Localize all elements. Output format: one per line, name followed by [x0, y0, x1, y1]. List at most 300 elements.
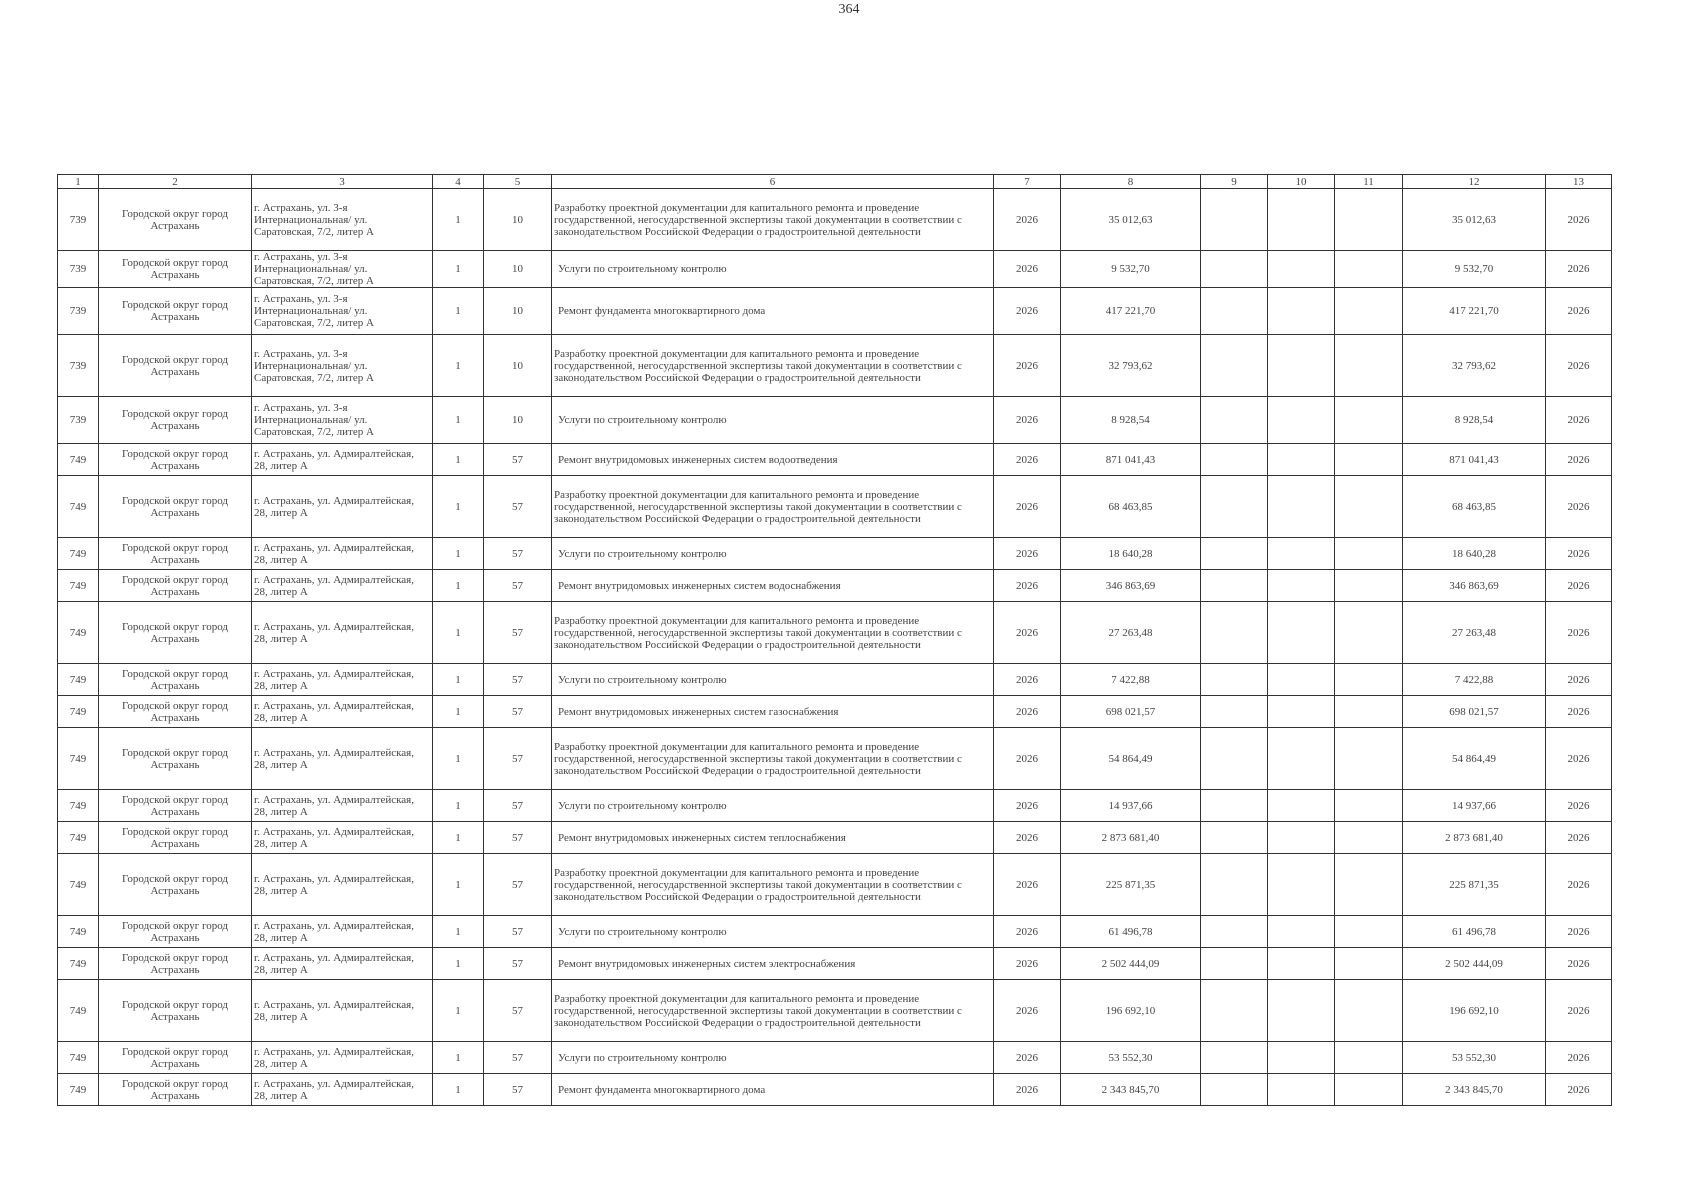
column-header: 11: [1335, 175, 1403, 189]
year-cell: 2026: [994, 444, 1061, 476]
column-5-cell: 10: [484, 397, 552, 444]
column-9-cell: [1201, 335, 1268, 397]
address-cell: г. Астрахань, ул. Адмиралтейская, 28, литер А: [252, 1074, 433, 1106]
object-number-cell: 739: [58, 288, 99, 335]
address-cell: г. Астрахань, ул. Адмиралтейская, 28, литер А: [252, 602, 433, 664]
work-type-cell: Ремонт внутридомовых инженерных систем водоснабжения: [552, 570, 994, 602]
column-header: 3: [252, 175, 433, 189]
column-4-cell: 1: [433, 664, 484, 696]
column-9-cell: [1201, 664, 1268, 696]
page-number: 364: [838, 2, 860, 17]
repair-register-table: [57, 174, 1612, 1106]
object-number-cell: 749: [58, 822, 99, 854]
column-9-cell: [1201, 728, 1268, 790]
table-row: [58, 854, 1612, 916]
column-9-cell: [1201, 1074, 1268, 1106]
year-cell: 2026: [994, 1074, 1061, 1106]
object-number-cell: 749: [58, 790, 99, 822]
column-header: 8: [1061, 175, 1201, 189]
column-9-cell: [1201, 251, 1268, 288]
column-11-cell: [1335, 602, 1403, 664]
column-5-cell: 57: [484, 980, 552, 1042]
column-4-cell: 1: [433, 288, 484, 335]
work-type-cell: Ремонт фундамента многоквартирного дома: [552, 1074, 994, 1106]
column-5-cell: 10: [484, 189, 552, 251]
table-row: [58, 980, 1612, 1042]
year-cell: 2026: [994, 288, 1061, 335]
work-type-cell: Разработку проектной документации для капитального ремонта и проведение государственной, негосударственной экспертизы такой документации в соответствии с законодательством Российской Федерации о градостроительной деятельности: [552, 980, 994, 1042]
column-11-cell: [1335, 948, 1403, 980]
cost-cell: 2 502 444,09: [1061, 948, 1201, 980]
work-type-cell: Услуги по строительному контролю: [552, 916, 994, 948]
column-number-header-row: [58, 175, 1612, 189]
column-10-cell: [1268, 538, 1335, 570]
column-5-cell: 57: [484, 476, 552, 538]
column-4-cell: 1: [433, 1074, 484, 1106]
column-header: 12: [1403, 175, 1546, 189]
municipality-cell: Городской округ город Астрахань: [99, 980, 252, 1042]
completion-year-cell: 2026: [1546, 822, 1612, 854]
column-9-cell: [1201, 980, 1268, 1042]
municipality-cell: Городской округ город Астрахань: [99, 728, 252, 790]
completion-year-cell: 2026: [1546, 602, 1612, 664]
year-cell: 2026: [994, 538, 1061, 570]
completion-year-cell: 2026: [1546, 189, 1612, 251]
column-11-cell: [1335, 189, 1403, 251]
object-number-cell: 739: [58, 251, 99, 288]
address-cell: г. Астрахань, ул. Адмиралтейская, 28, литер А: [252, 980, 433, 1042]
table-body: [58, 189, 1612, 1106]
column-5-cell: 57: [484, 538, 552, 570]
total-cost-cell: 2 502 444,09: [1403, 948, 1546, 980]
work-type-cell: Разработку проектной документации для капитального ремонта и проведение государственной, негосударственной экспертизы такой документации в соответствии с законодательством Российской Федерации о градостроительной деятельности: [552, 854, 994, 916]
municipality-cell: Городской округ город Астрахань: [99, 570, 252, 602]
column-9-cell: [1201, 822, 1268, 854]
column-header: 10: [1268, 175, 1335, 189]
total-cost-cell: 417 221,70: [1403, 288, 1546, 335]
cost-cell: 18 640,28: [1061, 538, 1201, 570]
total-cost-cell: 53 552,30: [1403, 1042, 1546, 1074]
work-type-cell: Разработку проектной документации для капитального ремонта и проведение государственной, негосударственной экспертизы такой документации в соответствии с законодательством Российской Федерации о градостроительной деятельности: [552, 335, 994, 397]
object-number-cell: 739: [58, 189, 99, 251]
work-type-cell: Разработку проектной документации для капитального ремонта и проведение государственной, негосударственной экспертизы такой документации в соответствии с законодательством Российской Федерации о градостроительной деятельности: [552, 476, 994, 538]
year-cell: 2026: [994, 570, 1061, 602]
total-cost-cell: 18 640,28: [1403, 538, 1546, 570]
column-11-cell: [1335, 335, 1403, 397]
column-5-cell: 57: [484, 696, 552, 728]
column-9-cell: [1201, 948, 1268, 980]
year-cell: 2026: [994, 980, 1061, 1042]
total-cost-cell: 871 041,43: [1403, 444, 1546, 476]
table-row: [58, 288, 1612, 335]
object-number-cell: 749: [58, 728, 99, 790]
column-9-cell: [1201, 397, 1268, 444]
year-cell: 2026: [994, 854, 1061, 916]
object-number-cell: 749: [58, 854, 99, 916]
cost-cell: 417 221,70: [1061, 288, 1201, 335]
column-5-cell: 57: [484, 664, 552, 696]
table-row: [58, 696, 1612, 728]
completion-year-cell: 2026: [1546, 948, 1612, 980]
table-row: [58, 444, 1612, 476]
table-row: [58, 335, 1612, 397]
table-row: [58, 728, 1612, 790]
column-11-cell: [1335, 397, 1403, 444]
cost-cell: 9 532,70: [1061, 251, 1201, 288]
column-5-cell: 57: [484, 728, 552, 790]
column-11-cell: [1335, 570, 1403, 602]
year-cell: 2026: [994, 189, 1061, 251]
municipality-cell: Городской округ город Астрахань: [99, 948, 252, 980]
table-row: [58, 538, 1612, 570]
column-header: 6: [552, 175, 994, 189]
address-cell: г. Астрахань, ул. Адмиралтейская, 28, литер А: [252, 444, 433, 476]
address-cell: г. Астрахань, ул. 3-я Интернациональная/ ул. Саратовская, 7/2, литер А: [252, 251, 433, 288]
column-10-cell: [1268, 696, 1335, 728]
column-9-cell: [1201, 288, 1268, 335]
column-10-cell: [1268, 476, 1335, 538]
column-10-cell: [1268, 189, 1335, 251]
column-9-cell: [1201, 696, 1268, 728]
column-10-cell: [1268, 1042, 1335, 1074]
municipality-cell: Городской округ город Астрахань: [99, 916, 252, 948]
year-cell: 2026: [994, 335, 1061, 397]
municipality-cell: Городской округ город Астрахань: [99, 538, 252, 570]
completion-year-cell: 2026: [1546, 476, 1612, 538]
work-type-cell: Услуги по строительному контролю: [552, 1042, 994, 1074]
total-cost-cell: 61 496,78: [1403, 916, 1546, 948]
column-9-cell: [1201, 790, 1268, 822]
completion-year-cell: 2026: [1546, 444, 1612, 476]
object-number-cell: 749: [58, 1074, 99, 1106]
column-9-cell: [1201, 854, 1268, 916]
column-10-cell: [1268, 1074, 1335, 1106]
completion-year-cell: 2026: [1546, 916, 1612, 948]
address-cell: г. Астрахань, ул. Адмиралтейская, 28, литер А: [252, 854, 433, 916]
table-row: [58, 1074, 1612, 1106]
column-5-cell: 57: [484, 790, 552, 822]
cost-cell: 68 463,85: [1061, 476, 1201, 538]
column-10-cell: [1268, 335, 1335, 397]
column-5-cell: 57: [484, 854, 552, 916]
completion-year-cell: 2026: [1546, 538, 1612, 570]
address-cell: г. Астрахань, ул. Адмиралтейская, 28, литер А: [252, 790, 433, 822]
municipality-cell: Городской округ город Астрахань: [99, 790, 252, 822]
municipality-cell: Городской округ город Астрахань: [99, 664, 252, 696]
column-5-cell: 57: [484, 1042, 552, 1074]
column-header: 4: [433, 175, 484, 189]
column-4-cell: 1: [433, 397, 484, 444]
total-cost-cell: 225 871,35: [1403, 854, 1546, 916]
table-row: [58, 948, 1612, 980]
column-4-cell: 1: [433, 189, 484, 251]
column-10-cell: [1268, 948, 1335, 980]
address-cell: г. Астрахань, ул. Адмиралтейская, 28, литер А: [252, 948, 433, 980]
completion-year-cell: 2026: [1546, 288, 1612, 335]
column-4-cell: 1: [433, 916, 484, 948]
work-type-cell: Разработку проектной документации для капитального ремонта и проведение государственной, негосударственной экспертизы такой документации в соответствии с законодательством Российской Федерации о градостроительной деятельности: [552, 189, 994, 251]
table-row: [58, 916, 1612, 948]
year-cell: 2026: [994, 822, 1061, 854]
column-9-cell: [1201, 476, 1268, 538]
object-number-cell: 749: [58, 444, 99, 476]
column-11-cell: [1335, 444, 1403, 476]
column-5-cell: 57: [484, 822, 552, 854]
column-5-cell: 57: [484, 570, 552, 602]
total-cost-cell: 7 422,88: [1403, 664, 1546, 696]
address-cell: г. Астрахань, ул. Адмиралтейская, 28, литер А: [252, 728, 433, 790]
object-number-cell: 749: [58, 1042, 99, 1074]
column-9-cell: [1201, 570, 1268, 602]
column-4-cell: 1: [433, 790, 484, 822]
address-cell: г. Астрахань, ул. Адмиралтейская, 28, литер А: [252, 570, 433, 602]
cost-cell: 7 422,88: [1061, 664, 1201, 696]
cost-cell: 35 012,63: [1061, 189, 1201, 251]
column-11-cell: [1335, 916, 1403, 948]
cost-cell: 27 263,48: [1061, 602, 1201, 664]
column-10-cell: [1268, 822, 1335, 854]
address-cell: г. Астрахань, ул. 3-я Интернациональная/ ул. Саратовская, 7/2, литер А: [252, 288, 433, 335]
total-cost-cell: 54 864,49: [1403, 728, 1546, 790]
municipality-cell: Городской округ город Астрахань: [99, 335, 252, 397]
table-row: [58, 189, 1612, 251]
cost-cell: 14 937,66: [1061, 790, 1201, 822]
column-10-cell: [1268, 444, 1335, 476]
column-10-cell: [1268, 664, 1335, 696]
column-11-cell: [1335, 728, 1403, 790]
municipality-cell: Городской округ город Астрахань: [99, 444, 252, 476]
column-9-cell: [1201, 1042, 1268, 1074]
total-cost-cell: 2 343 845,70: [1403, 1074, 1546, 1106]
column-10-cell: [1268, 854, 1335, 916]
column-10-cell: [1268, 397, 1335, 444]
column-5-cell: 57: [484, 948, 552, 980]
column-header: 9: [1201, 175, 1268, 189]
total-cost-cell: 9 532,70: [1403, 251, 1546, 288]
table-row: [58, 822, 1612, 854]
column-4-cell: 1: [433, 696, 484, 728]
year-cell: 2026: [994, 251, 1061, 288]
address-cell: г. Астрахань, ул. Адмиралтейская, 28, литер А: [252, 538, 433, 570]
column-10-cell: [1268, 728, 1335, 790]
address-cell: г. Астрахань, ул. Адмиралтейская, 28, литер А: [252, 1042, 433, 1074]
object-number-cell: 749: [58, 602, 99, 664]
work-type-cell: Ремонт внутридомовых инженерных систем электроснабжения: [552, 948, 994, 980]
column-5-cell: 57: [484, 602, 552, 664]
municipality-cell: Городской округ город Астрахань: [99, 397, 252, 444]
cost-cell: 2 873 681,40: [1061, 822, 1201, 854]
column-header: 13: [1546, 175, 1612, 189]
column-5-cell: 57: [484, 1074, 552, 1106]
column-11-cell: [1335, 822, 1403, 854]
cost-cell: 32 793,62: [1061, 335, 1201, 397]
object-number-cell: 749: [58, 948, 99, 980]
column-5-cell: 10: [484, 251, 552, 288]
column-5-cell: 10: [484, 288, 552, 335]
column-4-cell: 1: [433, 854, 484, 916]
completion-year-cell: 2026: [1546, 1074, 1612, 1106]
column-4-cell: 1: [433, 822, 484, 854]
address-cell: г. Астрахань, ул. Адмиралтейская, 28, литер А: [252, 916, 433, 948]
work-type-cell: Разработку проектной документации для капитального ремонта и проведение государственной, негосударственной экспертизы такой документации в соответствии с законодательством Российской Федерации о градостроительной деятельности: [552, 602, 994, 664]
municipality-cell: Городской округ город Астрахань: [99, 288, 252, 335]
total-cost-cell: 27 263,48: [1403, 602, 1546, 664]
cost-cell: 61 496,78: [1061, 916, 1201, 948]
object-number-cell: 749: [58, 980, 99, 1042]
address-cell: г. Астрахань, ул. Адмиралтейская, 28, литер А: [252, 476, 433, 538]
cost-cell: 2 343 845,70: [1061, 1074, 1201, 1106]
year-cell: 2026: [994, 602, 1061, 664]
column-9-cell: [1201, 444, 1268, 476]
year-cell: 2026: [994, 1042, 1061, 1074]
completion-year-cell: 2026: [1546, 696, 1612, 728]
municipality-cell: Городской округ город Астрахань: [99, 822, 252, 854]
column-11-cell: [1335, 790, 1403, 822]
column-11-cell: [1335, 696, 1403, 728]
work-type-cell: Разработку проектной документации для капитального ремонта и проведение государственной, негосударственной экспертизы такой документации в соответствии с законодательством Российской Федерации о градостроительной деятельности: [552, 728, 994, 790]
completion-year-cell: 2026: [1546, 570, 1612, 602]
cost-cell: 196 692,10: [1061, 980, 1201, 1042]
work-type-cell: Ремонт внутридомовых инженерных систем водоотведения: [552, 444, 994, 476]
object-number-cell: 739: [58, 335, 99, 397]
total-cost-cell: 35 012,63: [1403, 189, 1546, 251]
completion-year-cell: 2026: [1546, 790, 1612, 822]
completion-year-cell: 2026: [1546, 251, 1612, 288]
column-header: 7: [994, 175, 1061, 189]
address-cell: г. Астрахань, ул. 3-я Интернациональная/ ул. Саратовская, 7/2, литер А: [252, 189, 433, 251]
year-cell: 2026: [994, 948, 1061, 980]
work-type-cell: Услуги по строительному контролю: [552, 251, 994, 288]
column-4-cell: 1: [433, 444, 484, 476]
cost-cell: 698 021,57: [1061, 696, 1201, 728]
object-number-cell: 749: [58, 916, 99, 948]
column-4-cell: 1: [433, 476, 484, 538]
year-cell: 2026: [994, 664, 1061, 696]
column-10-cell: [1268, 602, 1335, 664]
completion-year-cell: 2026: [1546, 1042, 1612, 1074]
municipality-cell: Городской округ город Астрахань: [99, 1042, 252, 1074]
year-cell: 2026: [994, 728, 1061, 790]
work-type-cell: Услуги по строительному контролю: [552, 790, 994, 822]
total-cost-cell: 8 928,54: [1403, 397, 1546, 444]
work-type-cell: Ремонт фундамента многоквартирного дома: [552, 288, 994, 335]
column-4-cell: 1: [433, 728, 484, 790]
work-type-cell: Услуги по строительному контролю: [552, 664, 994, 696]
column-10-cell: [1268, 916, 1335, 948]
municipality-cell: Городской округ город Астрахань: [99, 696, 252, 728]
municipality-cell: Городской округ город Астрахань: [99, 854, 252, 916]
column-10-cell: [1268, 251, 1335, 288]
column-5-cell: 57: [484, 444, 552, 476]
table-row: [58, 790, 1612, 822]
column-11-cell: [1335, 664, 1403, 696]
object-number-cell: 739: [58, 397, 99, 444]
address-cell: г. Астрахань, ул. 3-я Интернациональная/ ул. Саратовская, 7/2, литер А: [252, 397, 433, 444]
column-11-cell: [1335, 288, 1403, 335]
column-9-cell: [1201, 916, 1268, 948]
year-cell: 2026: [994, 790, 1061, 822]
municipality-cell: Городской округ город Астрахань: [99, 476, 252, 538]
table-row: [58, 602, 1612, 664]
total-cost-cell: 346 863,69: [1403, 570, 1546, 602]
column-4-cell: 1: [433, 538, 484, 570]
municipality-cell: Городской округ город Астрахань: [99, 1074, 252, 1106]
table-row: [58, 251, 1612, 288]
cost-cell: 225 871,35: [1061, 854, 1201, 916]
municipality-cell: Городской округ город Астрахань: [99, 189, 252, 251]
column-4-cell: 1: [433, 948, 484, 980]
object-number-cell: 749: [58, 696, 99, 728]
column-4-cell: 1: [433, 570, 484, 602]
column-11-cell: [1335, 251, 1403, 288]
address-cell: г. Астрахань, ул. Адмиралтейская, 28, литер А: [252, 822, 433, 854]
total-cost-cell: 32 793,62: [1403, 335, 1546, 397]
completion-year-cell: 2026: [1546, 335, 1612, 397]
work-type-cell: Ремонт внутридомовых инженерных систем теплоснабжения: [552, 822, 994, 854]
work-type-cell: Услуги по строительному контролю: [552, 538, 994, 570]
column-header: 2: [99, 175, 252, 189]
object-number-cell: 749: [58, 664, 99, 696]
completion-year-cell: 2026: [1546, 980, 1612, 1042]
completion-year-cell: 2026: [1546, 397, 1612, 444]
table-row: [58, 1042, 1612, 1074]
column-9-cell: [1201, 189, 1268, 251]
column-header: 5: [484, 175, 552, 189]
table-row: [58, 397, 1612, 444]
object-number-cell: 749: [58, 570, 99, 602]
column-10-cell: [1268, 570, 1335, 602]
column-11-cell: [1335, 980, 1403, 1042]
address-cell: г. Астрахань, ул. Адмиралтейская, 28, литер А: [252, 696, 433, 728]
cost-cell: 54 864,49: [1061, 728, 1201, 790]
column-11-cell: [1335, 1074, 1403, 1106]
work-type-cell: Услуги по строительному контролю: [552, 397, 994, 444]
work-type-cell: Ремонт внутридомовых инженерных систем газоснабжения: [552, 696, 994, 728]
cost-cell: 8 928,54: [1061, 397, 1201, 444]
total-cost-cell: 2 873 681,40: [1403, 822, 1546, 854]
cost-cell: 346 863,69: [1061, 570, 1201, 602]
completion-year-cell: 2026: [1546, 854, 1612, 916]
year-cell: 2026: [994, 476, 1061, 538]
column-9-cell: [1201, 538, 1268, 570]
municipality-cell: Городской округ город Астрахань: [99, 251, 252, 288]
year-cell: 2026: [994, 916, 1061, 948]
cost-cell: 871 041,43: [1061, 444, 1201, 476]
column-11-cell: [1335, 854, 1403, 916]
column-4-cell: 1: [433, 335, 484, 397]
municipality-cell: Городской округ город Астрахань: [99, 602, 252, 664]
column-4-cell: 1: [433, 980, 484, 1042]
column-9-cell: [1201, 602, 1268, 664]
total-cost-cell: 14 937,66: [1403, 790, 1546, 822]
table-row: [58, 570, 1612, 602]
completion-year-cell: 2026: [1546, 664, 1612, 696]
column-10-cell: [1268, 288, 1335, 335]
year-cell: 2026: [994, 696, 1061, 728]
column-10-cell: [1268, 790, 1335, 822]
column-4-cell: 1: [433, 251, 484, 288]
column-11-cell: [1335, 538, 1403, 570]
completion-year-cell: 2026: [1546, 728, 1612, 790]
column-11-cell: [1335, 1042, 1403, 1074]
column-5-cell: 10: [484, 335, 552, 397]
column-10-cell: [1268, 980, 1335, 1042]
total-cost-cell: 68 463,85: [1403, 476, 1546, 538]
total-cost-cell: 698 021,57: [1403, 696, 1546, 728]
column-header: 1: [58, 175, 99, 189]
object-number-cell: 749: [58, 538, 99, 570]
address-cell: г. Астрахань, ул. Адмиралтейская, 28, литер А: [252, 664, 433, 696]
